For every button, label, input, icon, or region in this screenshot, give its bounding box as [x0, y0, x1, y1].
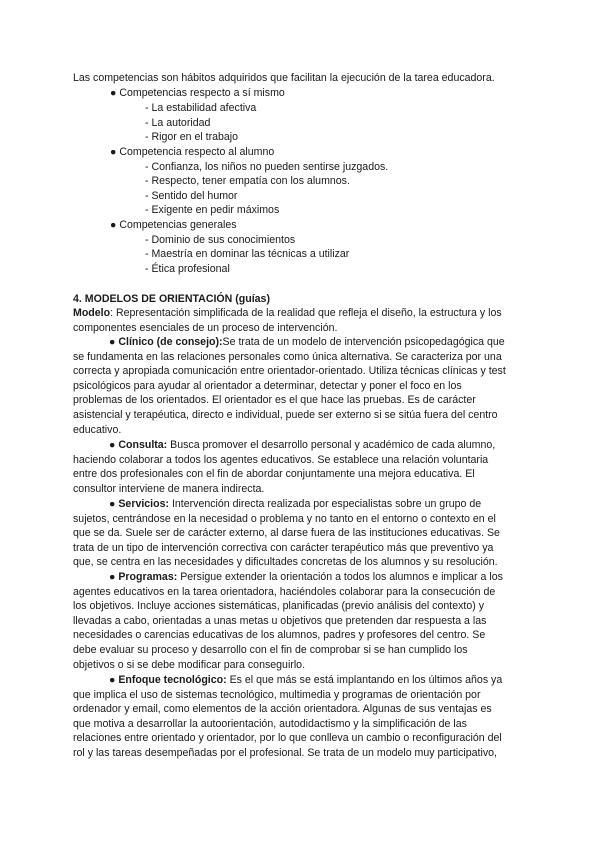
- competence-group-title: ● Competencia respecto al alumno: [110, 146, 275, 158]
- modelo-definition: Modelo: Representación simplificada de la realidad que refleja el diseño, la estructura y los componentes esenciales de un proceso de intervención.: [73, 307, 502, 334]
- model-label: Clínico (de consejo):: [118, 336, 223, 348]
- bullet-icon: ●: [109, 336, 116, 348]
- model-clinico: ● Clínico (de consejo):Se trata de un modelo de intervención psicopedagógica que se fundamenta en las relaciones personales como única alternativa. Se caracteriza por una correcta y apropiada comunicación entre orientador-orientado. Utiliza técnicas clínicas y test psicológicos para ayudar al orientador a determinar, detectar y poner el foco en los problemas de los orientados. El orientador es el que hace las pruebas. Es de carácter asistencial y terapéutica, directo e individual, puede ser externo si se sitúa fuera del centro educativo.: [73, 336, 506, 436]
- model-consulta: ● Consulta: Busca promover el desarrollo personal y académico de cada alumno, haciendo colaborar a todos los agentes educativos. Se establece una relación voluntaria entre dos profesionales con el fin de abordar conjuntamente una mejora educativa. El consultor interviene de manera indirecta.: [73, 439, 496, 495]
- bullet-icon: ●: [109, 439, 116, 451]
- section-heading: 4. MODELOS DE ORIENTACIÓN (guías): [73, 293, 270, 305]
- competence-group-title: ● Competencias respecto a sí mismo: [110, 87, 285, 99]
- bullet-icon: ●: [110, 219, 117, 231]
- competence-item: - La autoridad: [145, 117, 211, 129]
- model-label: Consulta:: [118, 439, 168, 451]
- model-enfoque-tecnologico: ● Enfoque tecnológico: Es el que más se está implantando en los últimos años ya que implica el uso de sistemas tecnológico, multimedia y programas de orientación por ordenador y email, como elementos de la acción orientadora. Algunas de sus ventajas es que motiva a desarrollar la autoorientación, autodidactismo y la simplificación de las relaciones entre orientado y orientador, por lo que conlleva un cambio o reconfiguración del rol y las tareas desempeñadas por el profesional. Se trata de un modelo muy participativo,: [73, 674, 503, 759]
- competence-item: - Ética profesional: [145, 263, 230, 275]
- competence-item: - Respecto, tener empatía con los alumnos.: [145, 175, 350, 187]
- bullet-icon: ●: [110, 146, 117, 158]
- modelo-label: Modelo: [73, 307, 111, 319]
- competence-item: - La estabilidad afectiva: [145, 102, 257, 114]
- model-servicios: ● Servicios: Intervención directa realizada por especialistas sobre un grupo de sujetos, centrándose en la necesidad o problema y no tanto en el entorno o contexto en el que se da. Suele ser de carácter externo, al darse fuera de las instituciones educativas. Se trata de un tipo de intervención correctiva con carácter terapéutico más que preventivo ya que, se centra en las necesidades y dificultades concretas de los alumnos y su resolución.: [73, 498, 500, 569]
- bullet-icon: ●: [109, 674, 116, 686]
- competence-item: - Rigor en el trabajo: [145, 131, 239, 143]
- model-label: Enfoque tecnológico:: [118, 674, 227, 686]
- bullet-icon: ●: [110, 87, 117, 99]
- competence-item: - Maestría en dominar las técnicas a utilizar: [145, 248, 350, 260]
- competence-item: - Confianza, los niños no pueden sentirse juzgados.: [145, 161, 389, 173]
- bullet-icon: ●: [109, 498, 116, 510]
- competence-item: - Sentido del humor: [145, 190, 238, 202]
- model-label: Programas:: [118, 571, 178, 583]
- competence-item: - Exigente en pedir máximos: [145, 204, 280, 216]
- intro-paragraph: Las competencias son hábitos adquiridos que facilitan la ejecución de la tarea educadora.: [73, 72, 495, 84]
- bullet-icon: ●: [109, 571, 116, 583]
- competence-group-title: ● Competencias generales: [110, 219, 237, 231]
- competence-item: - Dominio de sus conocimientos: [145, 234, 296, 246]
- model-label: Servicios:: [118, 498, 170, 510]
- model-programas: ● Programas: Persigue extender la orientación a todos los alumnos e implicar a los agentes educativos en la tarea orientadora, haciéndoles colaborar para la consecución de los objetivos. Incluye acciones sistemáticas, planificadas (previo análisis del contexto) y llevadas a cabo, orientadas a unas metas u objetivos que pretenden dar respuesta a las necesidades o carencias educativas de los alumnos, padres y profesores del centro. Se debe evaluar su proceso y desarrollo con el fin de comprobar si se han cumplido los objetivos o si se debe modificar para conseguirlo.: [73, 571, 503, 671]
